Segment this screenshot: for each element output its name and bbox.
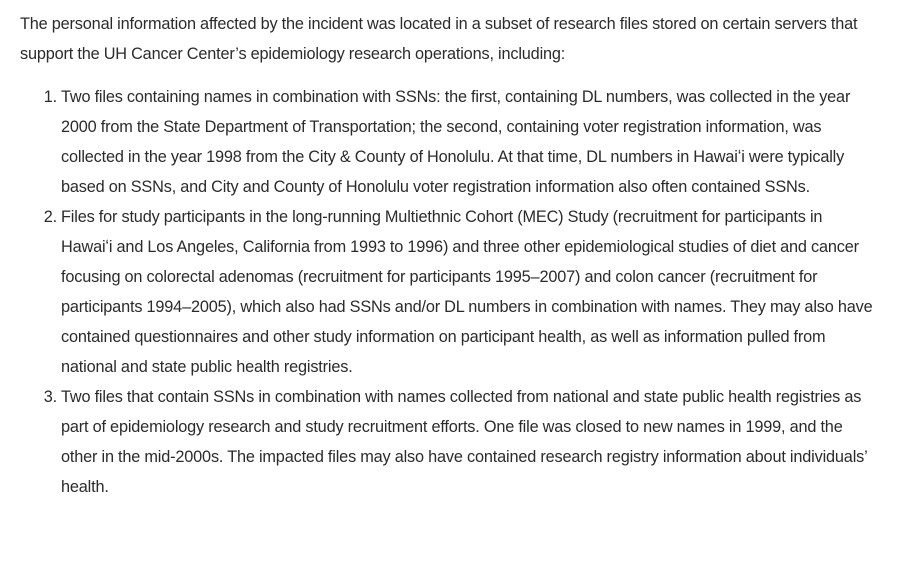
list-item: [20, 202, 875, 382]
list-item: [20, 82, 875, 202]
intro-paragraph: The personal information affected by the incident was located in a subset of research files stored on certain servers that support the UH Cancer Center’s epidemiology research operations, including:: [20, 15, 858, 63]
list-item-text: Two files containing names in combination with SSNs: the first, containing DL numbers, was collected in the year 2000 from the State Department of Transportation; the second, containing voter registration information, was collected in the year 1998 from the City & County of Honolulu. At that time, DL numbers in Hawaiʻi were typically based on SSNs, and City and County of Honolulu voter registration information also often contained SSNs.: [61, 88, 851, 196]
list-item-text: Two files that contain SSNs in combination with names collected from national and state public health registries as part of epidemiology research and study recruitment efforts. One file was closed to new names in 1999, and the other in the mid-2000s. The impacted files may also have contained research registry information about individuals’ health.: [61, 388, 867, 496]
affected-files-list: [20, 82, 875, 502]
list-item: [20, 382, 875, 502]
list-item-text: Files for study participants in the long-running Multiethnic Cohort (MEC) Study (recruitment for participants in Hawaiʻi and Los Angeles, California from 1993 to 1996) and three other epidemiological studies of diet and cancer focusing on colorectal adenomas (recruitment for participants 1995–2007) and colon cancer (recruitment for participants 1994–2005), which also had SSNs and/or DL numbers in combination with names. They may also have contained questionnaires and other study information on participant health, as well as information pulled from national and state public health registries.: [61, 208, 873, 376]
